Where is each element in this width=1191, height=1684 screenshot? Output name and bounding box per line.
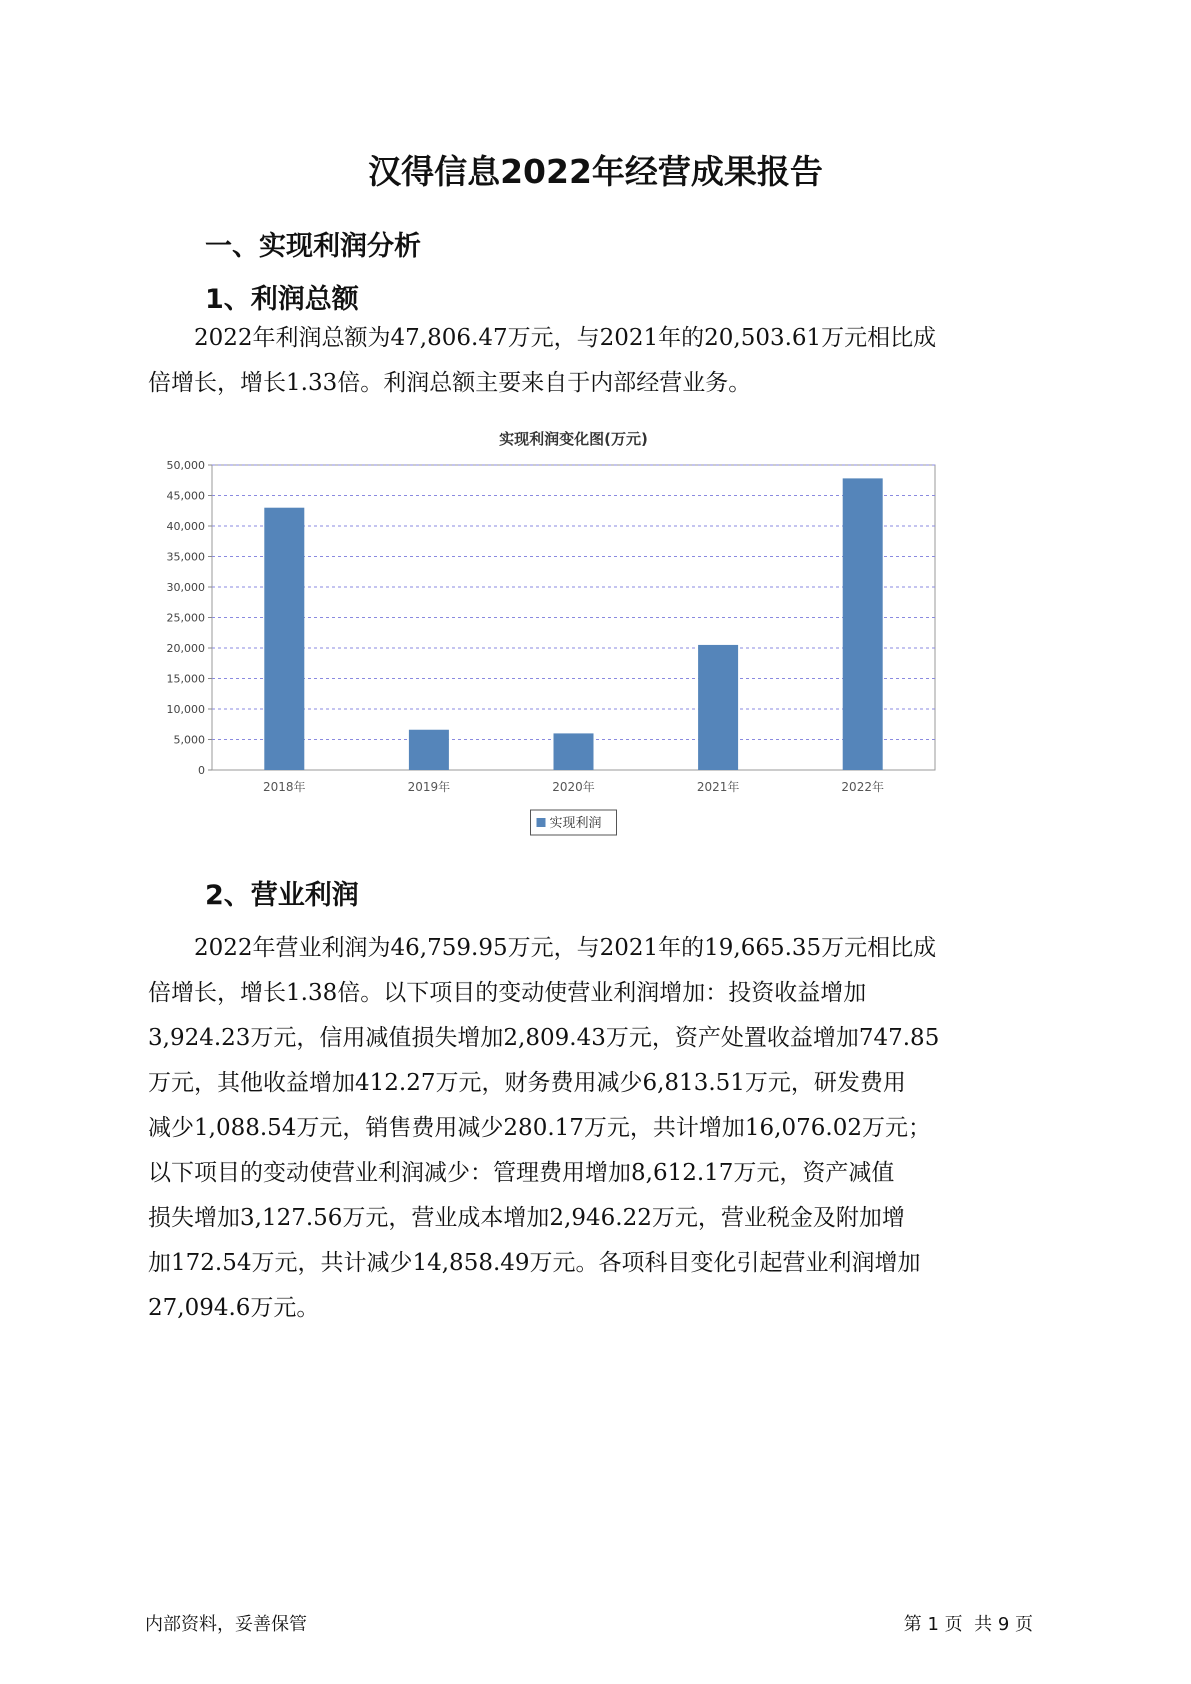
paragraph-line: 加172.54万元，共计减少14,858.49万元。各项科目变化引起营业利润增加 [148, 1250, 921, 1276]
paragraph-line: 2022年营业利润为46,759.95万元，与2021年的19,665.35万元相比成 [194, 935, 937, 961]
legend-label: 实现利润 [549, 816, 602, 831]
bar-5 [843, 478, 883, 770]
paragraph-line: 损失增加3,127.56万元，营业成本增加2,946.22万元，营业税金及附加增 [148, 1205, 905, 1231]
paragraph-line: 27,094.6万元。 [148, 1295, 320, 1321]
y-tick-label: 0 [198, 764, 205, 777]
footer-confidential-note: 内部资料，妥善保管 [145, 1614, 307, 1635]
y-tick-label: 10,000 [166, 703, 205, 716]
bar-4 [698, 645, 738, 770]
page-title: 汉得信息2022年经营成果报告 [368, 152, 823, 191]
y-tick-label: 50,000 [166, 459, 205, 472]
y-tick-label: 15,000 [166, 672, 205, 686]
chart-title: 实现利润变化图(万元) [499, 430, 648, 448]
paragraph-line: 倍增长，增长1.38倍。以下项目的变动使营业利润增加：投资收益增加 [148, 980, 867, 1006]
profit-bar-chart [160, 430, 1040, 928]
paragraph-line: 万元，其他收益增加412.27万元，财务费用减少6,813.51万元，研发费用 [148, 1070, 906, 1096]
subheading-operating-profit: 2、营业利润 [205, 880, 359, 911]
y-tick-label: 30,000 [166, 581, 205, 594]
paragraph-line: 倍增长，增长1.33倍。利润总额主要来自于内部经营业务。 [148, 370, 752, 396]
y-tick-label: 25,000 [166, 611, 205, 625]
paragraph-total-profit [148, 316, 1048, 406]
paragraph-operating-profit [148, 926, 1048, 1331]
y-tick-label: 20,000 [166, 642, 205, 655]
x-tick-label: 2020年 [552, 780, 595, 794]
paragraph-line: 2022年利润总额为47,806.47万元，与2021年的20,503.61万元相比成 [194, 325, 937, 351]
x-tick-label: 2022年 [841, 780, 884, 794]
y-tick-label: 35,000 [166, 550, 205, 564]
subheading-total-profit: 1、利润总额 [205, 284, 359, 315]
paragraph-line: 减少1,088.54万元，销售费用减少280.17万元，共计增加16,076.02万元； [148, 1115, 931, 1141]
bar-2 [409, 730, 449, 770]
y-tick-label: 5,000 [173, 733, 205, 747]
paragraph-line: 以下项目的变动使营业利润减少：管理费用增加8,612.17万元，资产减值 [148, 1160, 895, 1186]
x-tick-label: 2021年 [696, 780, 740, 794]
footer-page-number: 第 1 页 共 9 页 [903, 1614, 1033, 1635]
x-tick-label: 2018年 [263, 780, 306, 794]
bar-1 [264, 508, 304, 770]
bar-3 [554, 733, 594, 770]
y-tick-label: 40,000 [166, 520, 205, 533]
legend-swatch [537, 818, 546, 827]
x-tick-label: 2019年 [407, 780, 451, 794]
y-tick-label: 45,000 [166, 489, 205, 503]
paragraph-line: 3,924.23万元，信用减值损失增加2,809.43万元，资产处置收益增加747.85 [148, 1025, 940, 1051]
section-heading-profit-analysis: 一、实现利润分析 [205, 231, 421, 262]
